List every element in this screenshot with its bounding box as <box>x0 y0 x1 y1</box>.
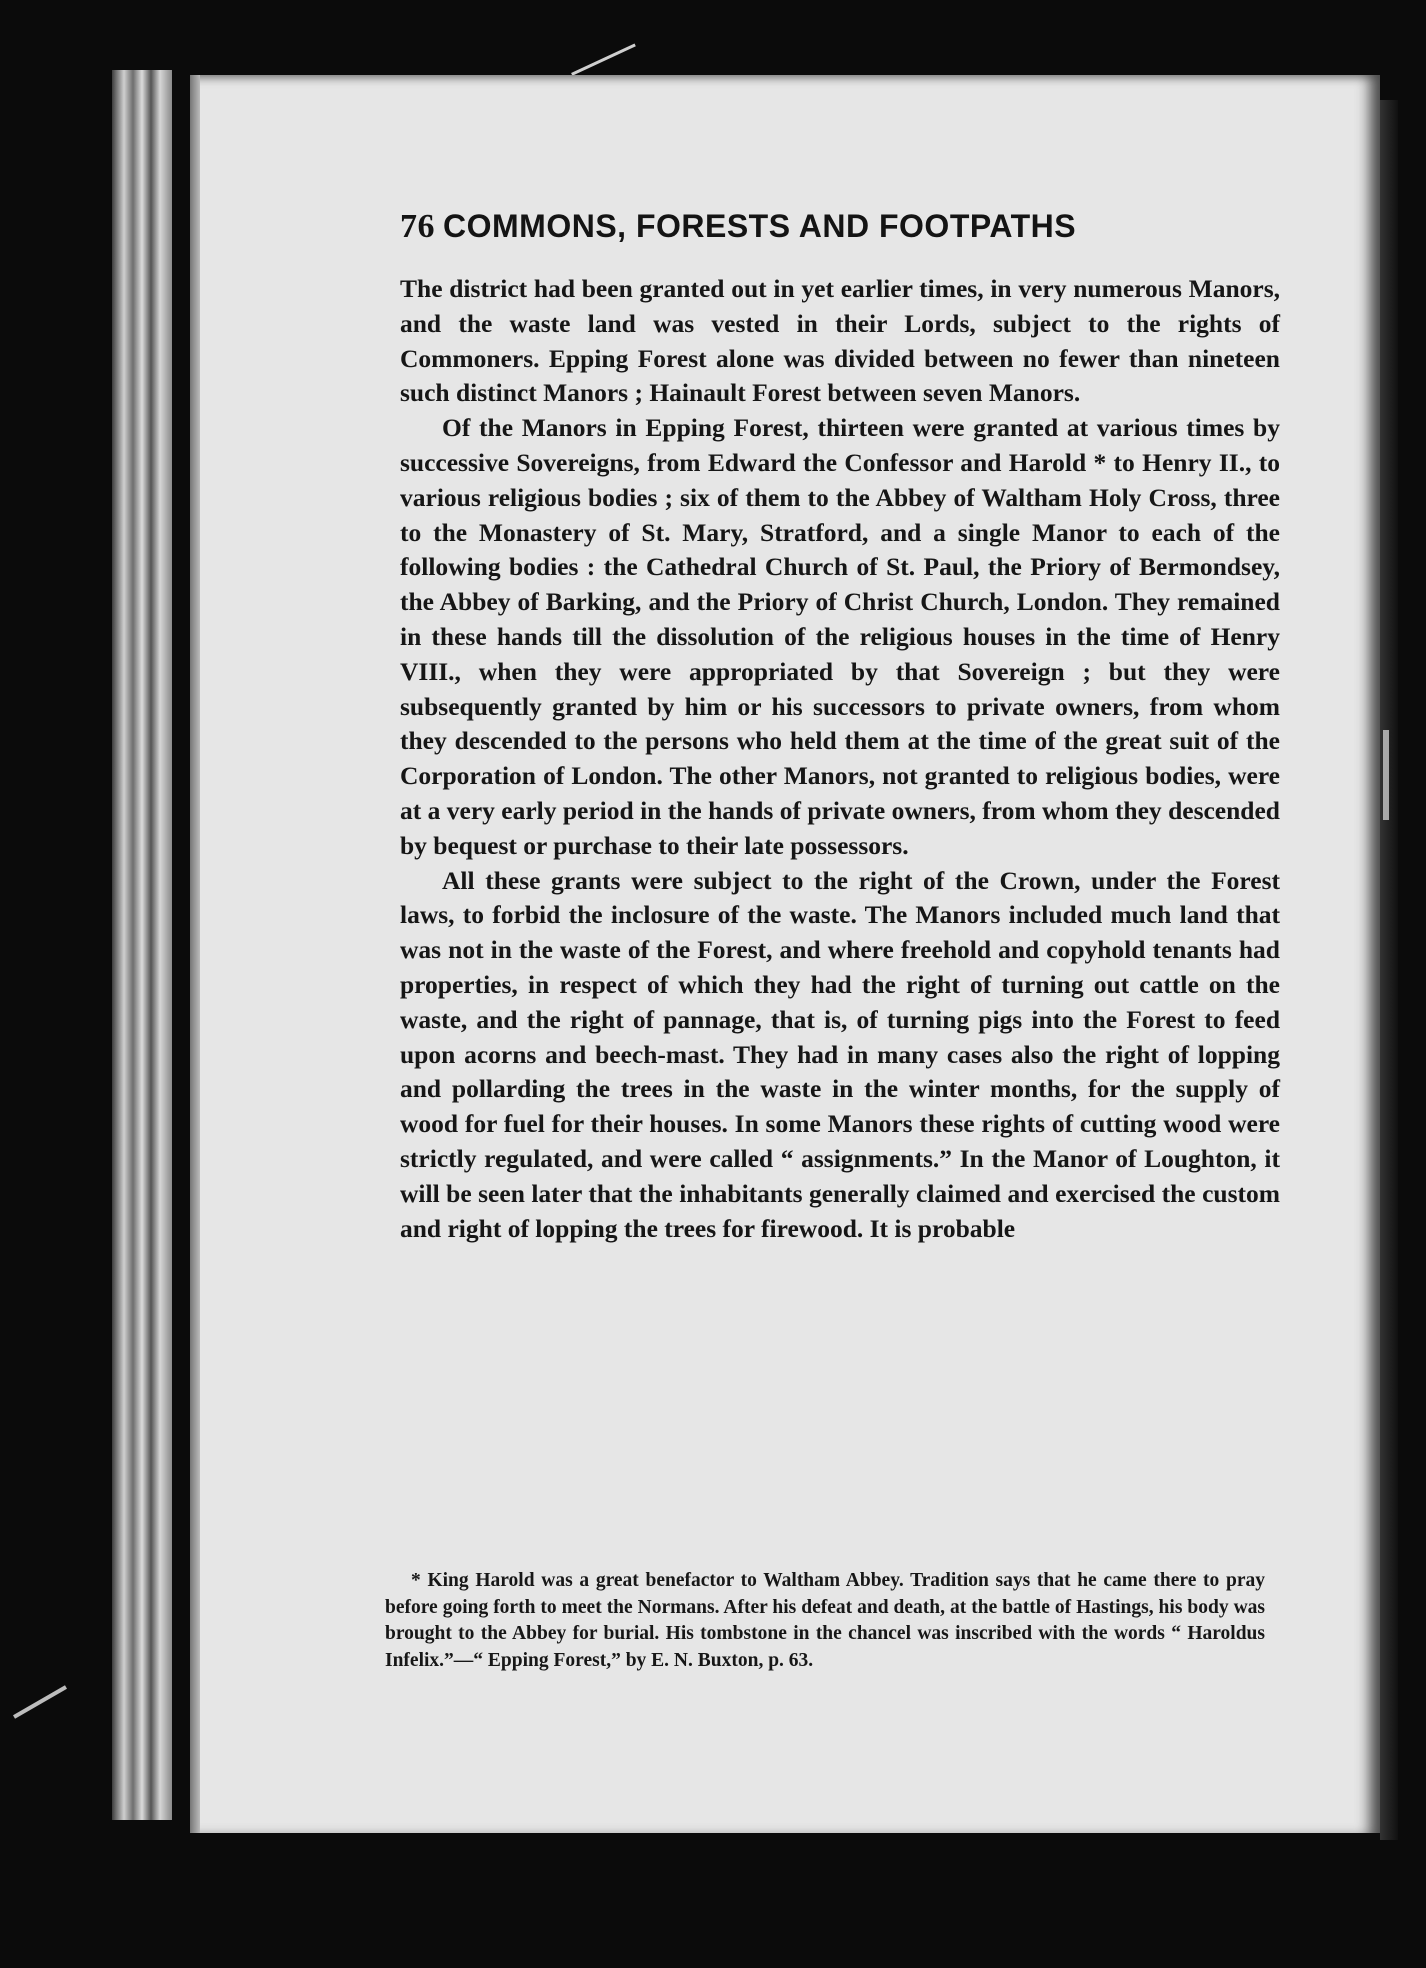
footnote-text: * King Harold was a great benefactor to Waltham Abbey. Tradition says that he came there to pray before going forth to meet the Normans. After his defeat and death, at the battle of Hastings, his body was brought to the Abbey for burial. His tombstone in the chancel was inscribed with the words “ Haroldus Infelix.”—“ Epping Forest,” by E. N. Buxton, p. 63. <box>385 1570 1265 1671</box>
running-header <box>400 208 1240 246</box>
paragraph: All these grants were subject to the right of the Crown, under the Forest laws, to forbid the inclosure of the waste. The Manors included much land that was not in the waste of the Forest, and where freehold and copyhold tenants had properties, in respect of which they had the right of turning out cattle on the waste, and the right of pannage, that is, of turning pigs into the Forest to feed upon acorns and beech-mast. They had in many cases also the right of lopping and pollarding the trees in the waste in the winter months, for the supply of wood for fuel for their houses. In some Manors these rights of cutting wood were strictly regulated, and were called “ assignments.” In the Manor of Loughton, it will be seen later that the inhabitants generally claimed and exercised the custom and right of lopping the trees for firewood. It is probable <box>400 865 1280 1243</box>
scan-artifact <box>1383 730 1389 820</box>
page-gutter <box>190 75 200 1833</box>
scan-artifact <box>13 1685 67 1718</box>
running-head-title: COMMONS, FORESTS AND FOOTPATHS <box>443 208 1077 244</box>
paragraph: The district had been granted out in yet earlier times, in very numerous Manors, and the waste land was vested in their Lords, subject to the rights of Commoners. Epping Forest alone was divided between no fewer than nineteen such distinct Manors ; Hainault Forest between seven Manors. <box>400 274 1280 408</box>
paragraph: Of the Manors in Epping Forest, thirteen were granted at various times by successive Sovereigns, from Edward the Confessor and Harold * to Henry II., to various religious bodies ; six of them to the Abbey of Waltham Holy Cross, three to the Monastery of St. Mary, Stratford, and a single Manor to each of the following bodies : the Cathedral Church of St. Paul, the Priory of Bermondsey, the Abbey of Barking, and the Priory of Christ Church, London. They remained in these hands till the dissolution of the religious houses in the time of Henry VIII., when they were appropriated by that Sovereign ; but they were subsequently granted by him or his successors to private owners, from whom they descended to the persons who held them at the time of the great suit of the Corporation of London. The other Manors, not granted to religious bodies, were at a very early period in the hands of private owners, from whom they descended by bequest or purchase to their late possessors. <box>400 413 1280 860</box>
page-number: 76 <box>400 208 435 245</box>
footnote <box>385 1568 1265 1674</box>
body-text <box>400 272 1280 1246</box>
page-right-edge <box>1380 100 1398 1840</box>
page-stack-edges <box>112 70 172 1820</box>
scan-artifact <box>554 7 636 76</box>
